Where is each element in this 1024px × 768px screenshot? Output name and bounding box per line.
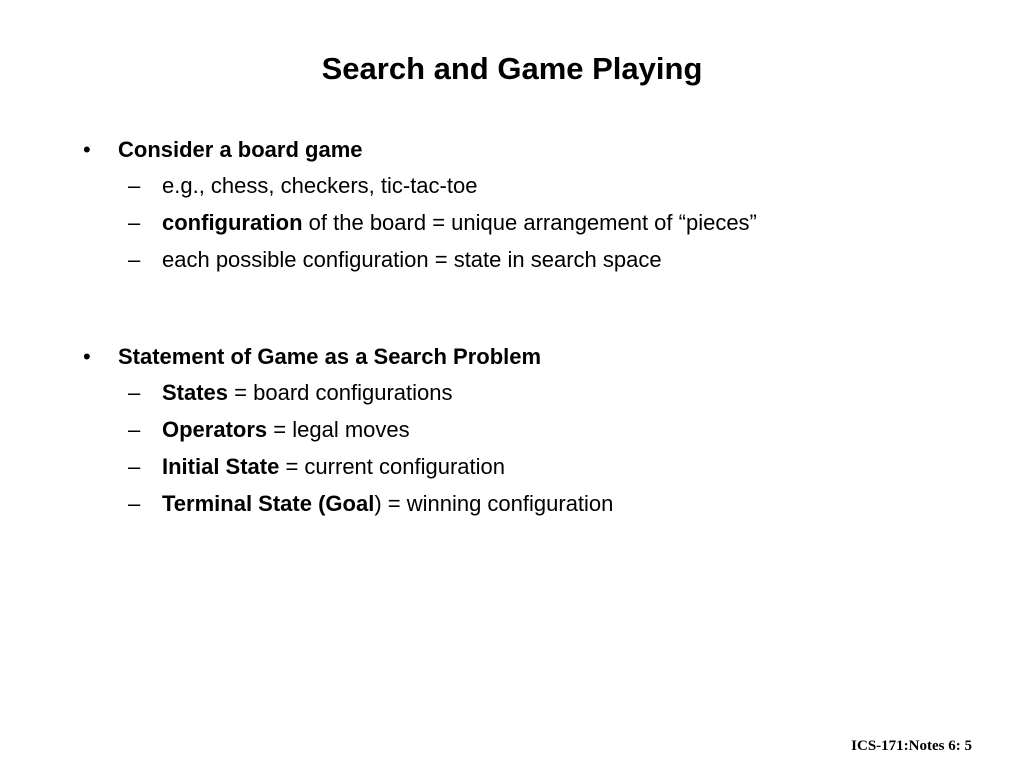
- dash-marker: –: [128, 491, 141, 516]
- sub-bullet-item: [0, 172, 1024, 209]
- sub-bullet-item: [0, 453, 1024, 490]
- sub-bullet-item: [0, 209, 1024, 246]
- sub-bullet-text: [162, 416, 410, 444]
- sub-bullet-bold-term: Terminal State (Goal: [162, 491, 375, 516]
- dash-marker: –: [128, 417, 141, 442]
- sub-bullet-text: [162, 453, 505, 481]
- sub-bullet-text: [162, 379, 452, 407]
- bullet-group-board-game: [0, 136, 1024, 283]
- bullet-marker: •: [83, 344, 91, 369]
- sub-bullet-bold-term: Initial State: [162, 454, 280, 479]
- sub-bullet-rest: of the board = unique arrangement of “pieces”: [302, 210, 757, 235]
- sub-bullet-item: [0, 379, 1024, 416]
- sub-bullet-item: [0, 490, 1024, 527]
- sub-bullet-text: [162, 490, 613, 518]
- dash-marker: –: [128, 173, 141, 198]
- sub-bullet-item: [0, 416, 1024, 453]
- bullet-heading: Consider a board game: [118, 137, 363, 162]
- sub-bullet-bold-term: configuration: [162, 210, 303, 235]
- dash-marker: –: [128, 454, 141, 479]
- sub-bullet-item: [0, 246, 1024, 283]
- bullet-heading: Statement of Game as a Search Problem: [118, 344, 542, 369]
- sub-bullet-text: [162, 172, 477, 200]
- dash-marker: –: [128, 210, 141, 235]
- bullet-group-search-problem: [0, 343, 1024, 527]
- sub-bullet-rest: = current configuration: [279, 454, 505, 479]
- dash-marker: –: [128, 380, 141, 405]
- slide-footer: ICS-171:Notes 6: 5: [851, 738, 972, 754]
- sub-bullet-bold-term: States: [162, 380, 229, 405]
- sub-bullet-rest: = legal moves: [267, 417, 410, 442]
- sub-bullet-rest: ) = winning configuration: [374, 491, 614, 516]
- bullet-item: [0, 343, 1024, 379]
- sub-bullet-rest: each possible configuration = state in search space: [162, 247, 662, 272]
- bullet-item: [0, 136, 1024, 172]
- sub-bullet-text: [162, 246, 662, 274]
- sub-bullet-bold-term: Operators: [162, 417, 268, 442]
- sub-bullet-rest: = board configurations: [228, 380, 453, 405]
- dash-marker: –: [128, 247, 141, 272]
- sub-bullet-text: [162, 209, 757, 237]
- sub-bullet-rest: e.g., chess, checkers, tic-tac-toe: [162, 173, 478, 198]
- slide-title: Search and Game Playing: [321, 51, 703, 86]
- bullet-marker: •: [83, 137, 91, 162]
